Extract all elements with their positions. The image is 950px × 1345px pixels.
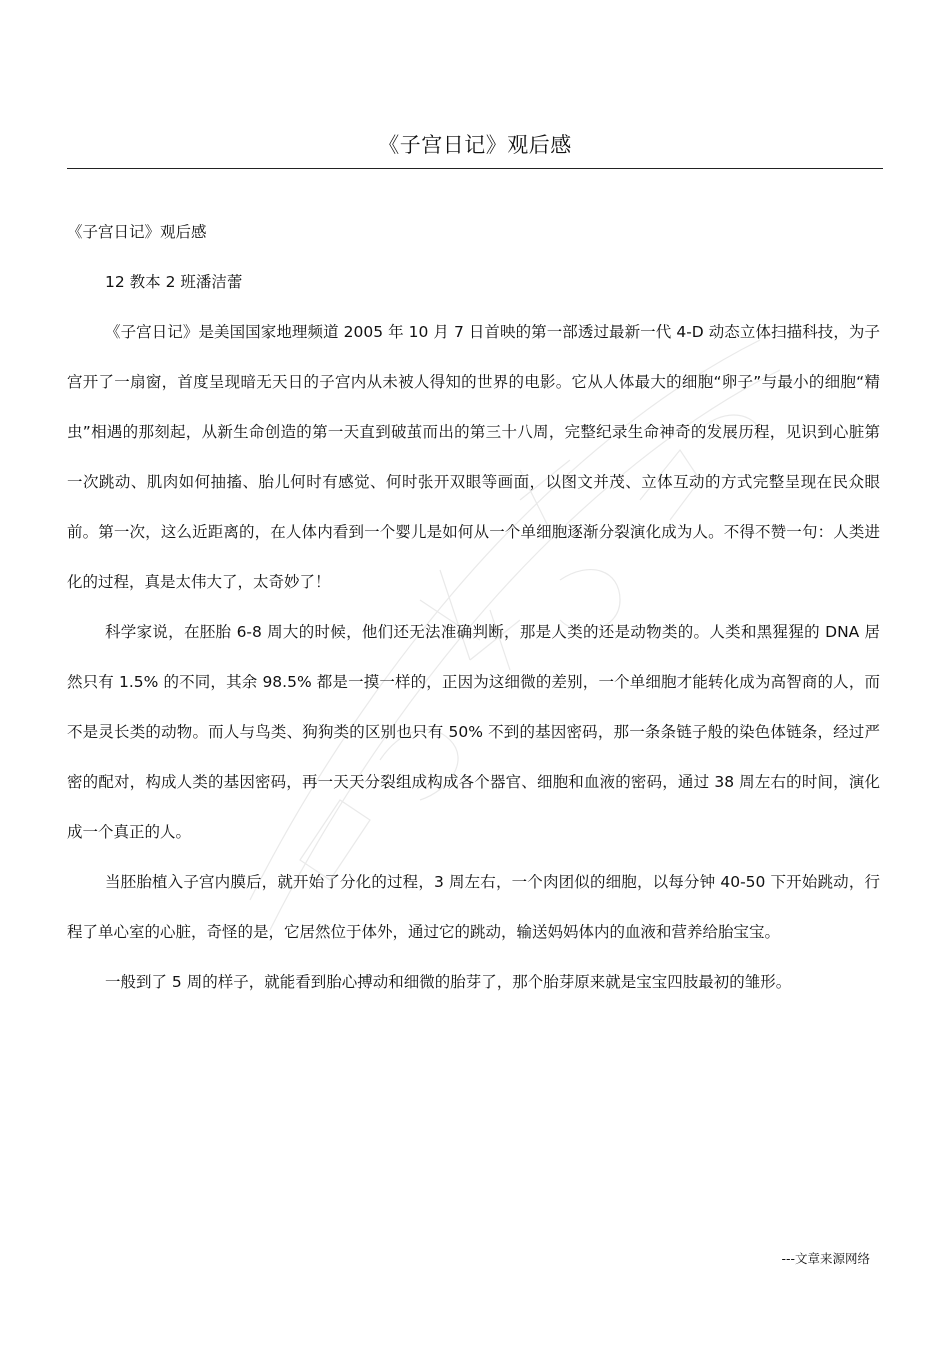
source-note: ---文章来源网络	[781, 1251, 870, 1266]
document-body	[67, 207, 880, 1007]
paragraph-five-weeks: 一般到了 5 周的样子，就能看到胎心搏动和细微的胎芽了，那个胎芽原来就是宝宝四肢最初的雏形。	[105, 973, 792, 991]
paragraph-subtitle: 《子宫日记》观后感	[67, 223, 207, 241]
paragraph-author: 12 教本 2 班潘洁蕾	[105, 273, 243, 291]
paragraph-science: 科学家说，在胚胎 6-8 周大的时候，他们还无法准确判断，那是人类的还是动物类的。人类和黑猩猩的 DNA 居然只有 1.5% 的不同，其余 98.5% 都是一摸一样的，正因为这细微的差别，一个单细胞才能转化成为高智商的人，而不是灵长类的动物。而人与鸟类、狗狗类的区别也只有 50% 不到的基因密码，那一条条链子般的染色体链条，经过严密的配对，构成人类的基因密码，再一天天分裂组成构成各个器官、细胞和血液的密码，通过 38 周左右的时间，演化成一个真正的人。	[67, 623, 880, 841]
paragraph-intro: 《子宫日记》是美国国家地理频道 2005 年 10 月 7 日首映的第一部透过最新一代 4-D 动态立体扫描科技，为子宫开了一扇窗，首度呈现暗无天日的子宫内从未被人得知的世界的电影。它从人体最大的细胞“卵子”与最小的细胞“精虫”相遇的那刻起，从新生命创造的第一天直到破茧而出的第三十八周，完整纪录生命神奇的发展历程，见识到心脏第一次跳动、肌肉如何抽搐、胎儿何时有感觉、何时张开双眼等画面，以图文并茂、立体互动的方式完整呈现在民众眼前。第一次，这么近距离的，在人体内看到一个婴儿是如何从一个单细胞逐渐分裂演化成为人。不得不赞一句：人类进化的过程，真是太伟大了，太奇妙了！	[67, 323, 880, 591]
document-title: 《子宫日记》观后感	[378, 133, 572, 157]
paragraph-heartbeat: 当胚胎植入子宫内膜后，就开始了分化的过程，3 周左右，一个肉团似的细胞，以每分钟 40-50 下开始跳动，行程了单心室的心脏，奇怪的是，它居然位于体外，通过它的跳动，输送妈妈体内的血液和营养给胎宝宝。	[67, 873, 880, 941]
title-underline	[67, 168, 883, 169]
